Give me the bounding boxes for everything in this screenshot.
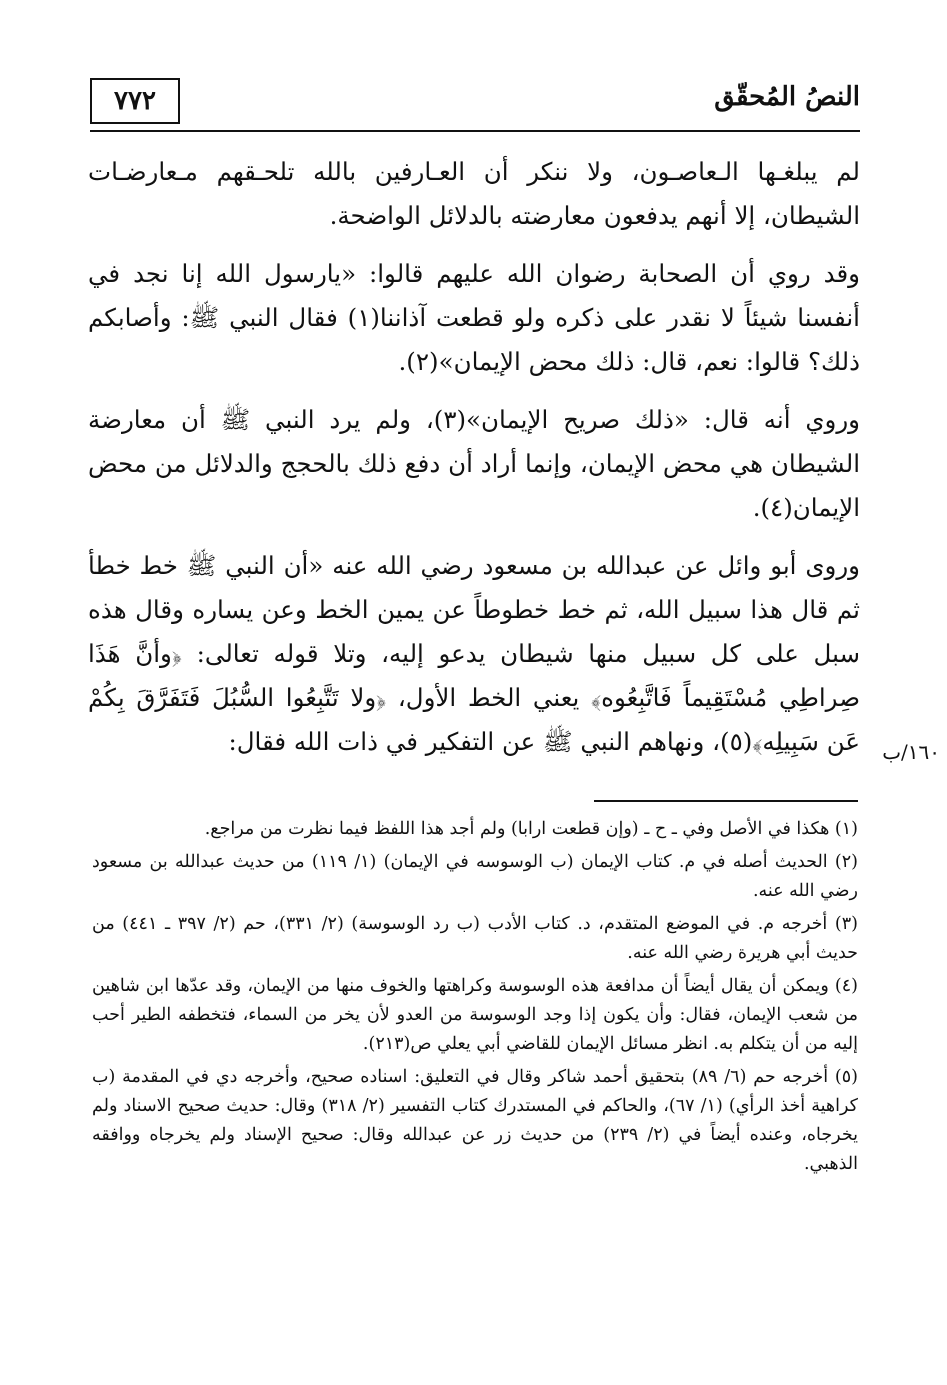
- footnote: (٥) أخرجه حم (٦/ ٨٩) بتحقيق أحمد شاكر وقال في التعليق: اسناده صحيح، وأخرجه دي في المقدمة (ب كراهية أخذ الرأي) (١/ ٦٧)، والحاكم في المستدرك كتاب التفسير (٢/ ٣١٨) وقال: حديث صحيح الاسناد ولم يخرجاه، وعنده أيضاً في (٢/ ٢٣٩) من حديث زر عن عبدالله وقال: صحيح الإسناد ولم يخرجاه ووافقه الذهبي.: [92, 1067, 858, 1174]
- manuscript-folio-note: ١٦٠/ب: [882, 740, 940, 764]
- footnote: (٣) أخرجه م. في الموضع المتقدم، د. كتاب الأدب (ب رد الوسوسة) (٢/ ٣٣١)، حم (٢/ ٣٩٧ ـ ٤٤١) من حديث أبي هريرة رضي الله عنه.: [92, 914, 858, 963]
- footnote: (١) هكذا في الأصل وفي ـ ح ـ (وإن قطعت ارابا) ولم أجد هذا اللفظ فيما نظرت من مراجع.: [204, 819, 858, 839]
- running-title: النصُ المُحقّق: [714, 82, 860, 112]
- paragraph: لم يبلغـها الـعاصـون، ولا ننكر أن العـارفين بالله تلحـقهم مـعارضـات الشيطان، إلا أنهم يدفعون معارضته بالدلائل الواضحة.: [88, 157, 860, 230]
- footnote: (٤) ويمكن أن يقال أيضاً أن مدافعة هذه الوسوسة وكراهتها والخوف منها من الإيمان، وقد عدّها ابن شاهين من شعب الإيمان، فقال: وأن يكون إذا وجد الوسوسة من العدو لأن يخر من السماء، فتخطفه الطير أحب إليه من أن يتكلم به. انظر مسائل الإيمان للقاضي أبي يعلي ص(٢١٣).: [92, 976, 858, 1054]
- footnote-divider: [594, 800, 858, 802]
- page-header: [90, 78, 860, 132]
- footnotes: [92, 815, 858, 1183]
- footnote: (٢) الحديث أصله في م. كتاب الإيمان (ب الوسوسه في الإيمان) (١/ ١١٩) من حديث عبدالله بن مسعود رضي الله عنه.: [92, 852, 858, 901]
- page-number: ٧٧٢: [90, 78, 180, 124]
- paragraph: وقد روي أن الصحابة رضوان الله عليهم قالوا: «يارسول الله إنا نجد في أنفسنا شيئاً لا نقدر على ذكره ولو قطعت آذاننا(١) فقال النبي ﷺ: وأصابكم ذلك؟ قالوا: نعم، قال: ذلك محض الإيمان»(٢).: [88, 259, 860, 376]
- main-text: [88, 150, 860, 778]
- paragraph: وروى أبو وائل عن عبدالله بن مسعود رضي الله عنه «أن النبي ﷺ خط خطأ ثم قال هذا سبيل الله، ثم خط خطوطاً عن يمين الخط وعن يساره وقال هذه سبل على كل سبيل منها شيطان يدعو إليه، وتلا قوله تعالى: ﴿وأنَّ هَذَا صِراطِي مُسْتَقِيماً فَاتَّبِعُوه﴾ يعني الخط الأول، ﴿ولا تَتَّبِعُوا السُّبُلَ فَتَفَرَّقَ بِكُمْ عَن سَبِيلِه﴾(٥)، ونهاهم النبي ﷺ عن التفكير في ذات الله فقال:: [88, 551, 860, 756]
- paragraph: وروي أنه قال: «ذلك صريح الإيمان»(٣)، ولم يرد النبي ﷺ أن معارضة الشيطان هي محض الإيمان، وإنما أراد أن دفع ذلك بالحجج والدلائل من محض الإيمان(٤).: [88, 405, 860, 522]
